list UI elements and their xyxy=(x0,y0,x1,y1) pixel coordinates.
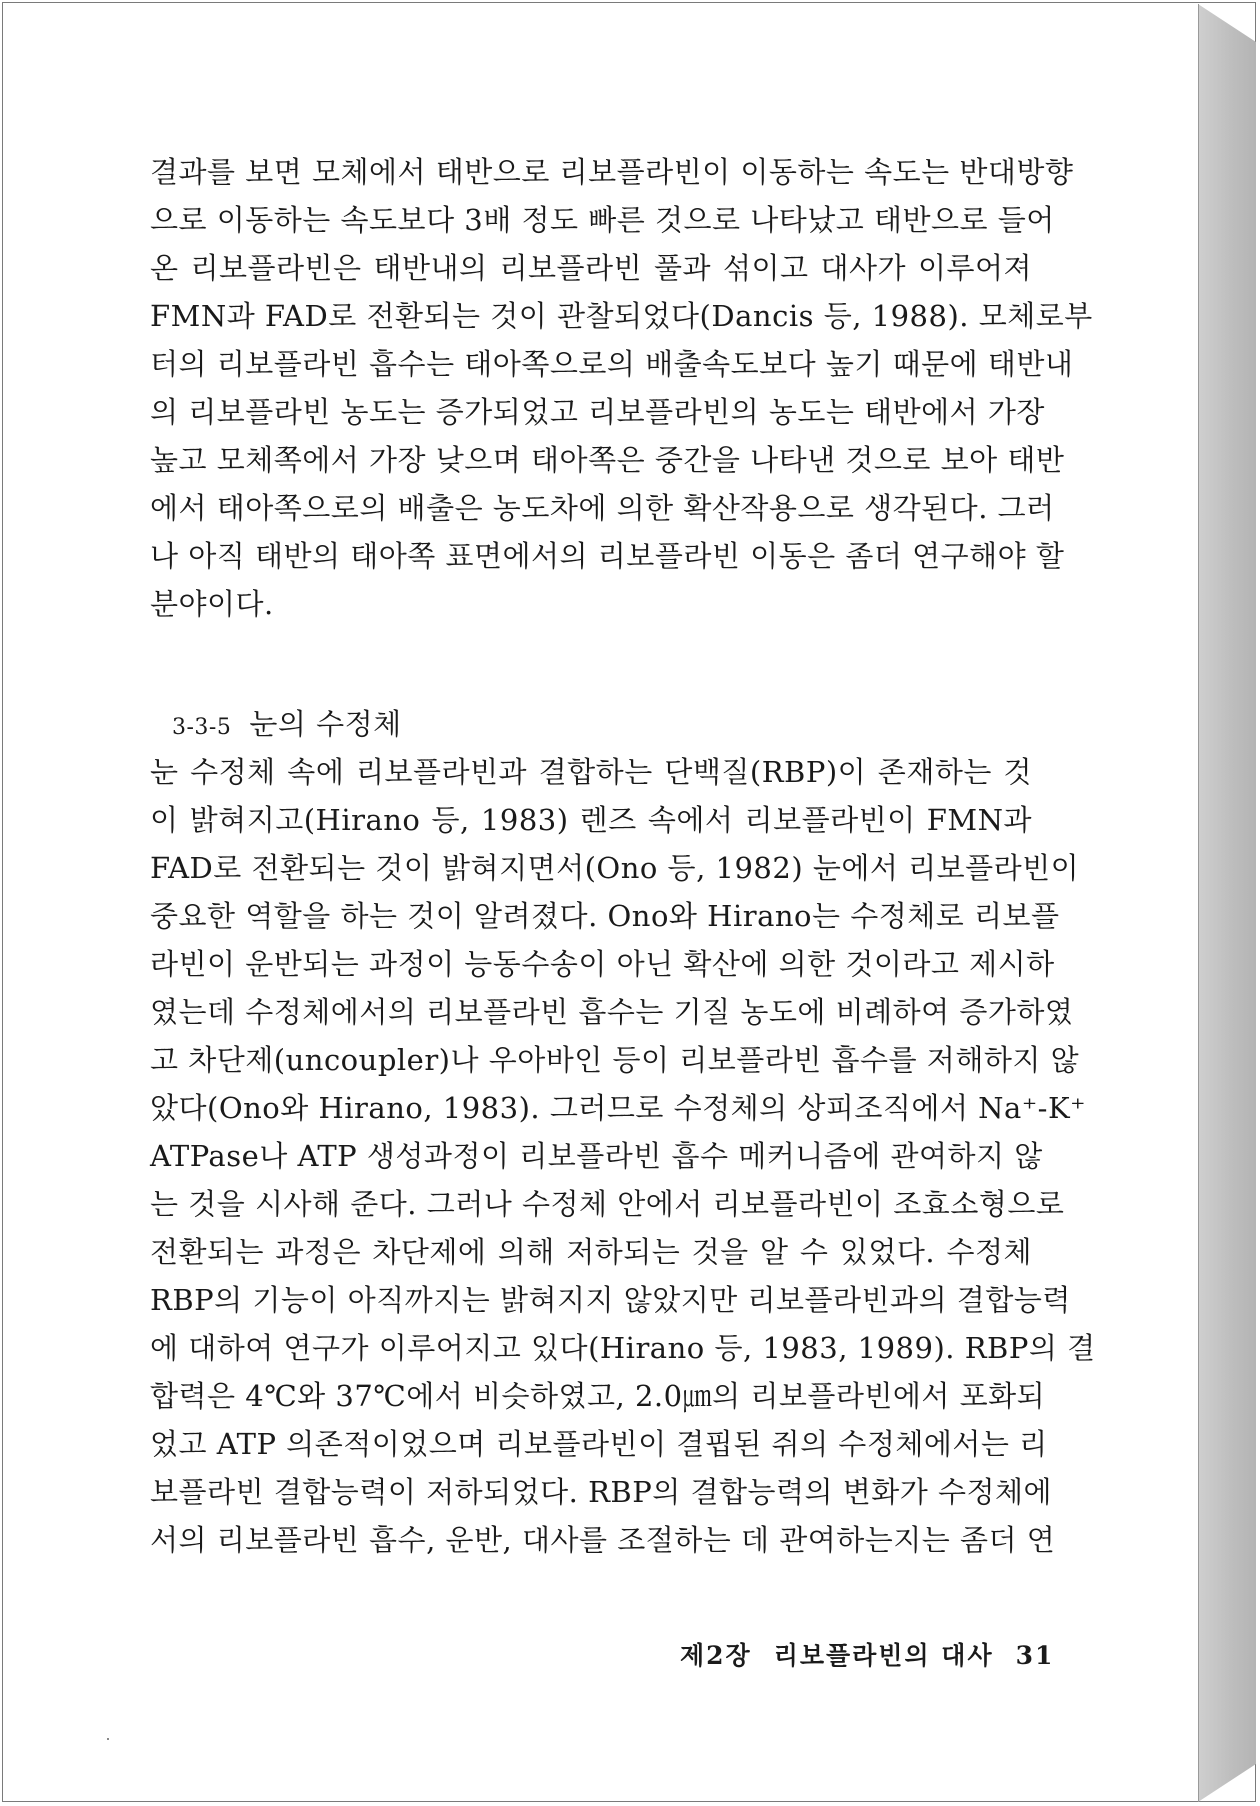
paragraph-2-line: 라빈이 운반되는 과정이 능동수송이 아닌 확산에 의한 것이라고 제시하 xyxy=(150,947,1055,981)
paragraph-2-line: 였는데 수정체에서의 리보플라빈 흡수는 기질 농도에 비례하여 증가하였 xyxy=(150,995,1074,1029)
paragraph-2-line: 전환되는 과정은 차단제에 의해 저하되는 것을 알 수 있었다. 수정체 xyxy=(150,1235,1032,1269)
paragraph-2-line: ATPase나 ATP 생성과정이 리보플라빈 흡수 메커니즘에 관여하지 않 xyxy=(150,1139,1043,1173)
paragraph-2-line: RBP의 기능이 아직까지는 밝혀지지 않았지만 리보플라빈과의 결합능력 xyxy=(150,1283,1071,1317)
paragraph-2-line: 이 밝혀지고(Hirano 등, 1983) 렌즈 속에서 리보플라빈이 FMN과 xyxy=(150,803,1032,837)
paragraph-2-line: 에 대하여 연구가 이루어지고 있다(Hirano 등, 1983, 1989). RBP의 결 xyxy=(150,1331,1096,1365)
paragraph-1-line: 높고 모체쪽에서 가장 낮으며 태아쪽은 중간을 나타낸 것으로 보아 태반 xyxy=(150,443,1065,477)
paragraph-2-line: 고 차단제(uncoupler)나 우아바인 등이 리보플라빈 흡수를 저해하지 않 xyxy=(150,1043,1080,1077)
scan-speck xyxy=(107,1738,109,1740)
paragraph-2 xyxy=(150,748,1096,1564)
paragraph-2-line: 중요한 역할을 하는 것이 알려졌다. Ono와 Hirano는 수정체로 리보플 xyxy=(150,899,1060,933)
paragraph-2-line: 서의 리보플라빈 흡수, 운반, 대사를 조절하는 데 관여하는지는 좀더 연 xyxy=(150,1523,1056,1557)
paragraph-1-line: 분야이다. xyxy=(150,587,274,621)
section-heading xyxy=(172,702,402,743)
paragraph-2-line: 보플라빈 결합능력이 저하되었다. RBP의 결합능력의 변화가 수정체에 xyxy=(150,1475,1053,1509)
section-title: 눈의 수정체 xyxy=(249,707,402,741)
paragraph-1-line: 결과를 보면 모체에서 태반으로 리보플라빈이 이동하는 속도는 반대방향 xyxy=(150,155,1074,189)
paragraph-1-line: 나 아직 태반의 태아쪽 표면에서의 리보플라빈 이동은 좀더 연구해야 할 xyxy=(150,539,1065,573)
paragraph-2-line: 았다(Ono와 Hirano, 1983). 그러므로 수정체의 상피조직에서 Na⁺-K⁺ xyxy=(150,1091,1086,1125)
paragraph-1-line: 으로 이동하는 속도보다 3배 정도 빠른 것으로 나타났고 태반으로 들어 xyxy=(150,203,1055,237)
running-footer xyxy=(680,1636,1054,1672)
paragraph-2-line: 는 것을 시사해 준다. 그러나 수정체 안에서 리보플라빈이 조효소형으로 xyxy=(150,1187,1065,1221)
paragraph-1-line: FMN과 FAD로 전환되는 것이 관찰되었다(Dancis 등, 1988). 모체로부 xyxy=(150,299,1093,333)
page-edge-shadow xyxy=(1198,4,1256,1802)
footer-title: 리보플라빈의 대사 xyxy=(773,1641,994,1670)
paragraph-2-line: 었고 ATP 의존적이었으며 리보플라빈이 결핍된 쥐의 수정체에서는 리 xyxy=(150,1427,1048,1461)
paragraph-1 xyxy=(150,148,1093,628)
paragraph-1-line: 온 리보플라빈은 태반내의 리보플라빈 풀과 섞이고 대사가 이루어져 xyxy=(150,251,1032,285)
paragraph-2-line: 합력은 4℃와 37℃에서 비슷하였고, 2.0㎛의 리보플라빈에서 포화되 xyxy=(150,1379,1046,1413)
paragraph-1-line: 에서 태아쪽으로의 배출은 농도차에 의한 확산작용으로 생각된다. 그러 xyxy=(150,491,1055,525)
paragraph-2-line: FAD로 전환되는 것이 밝혀지면서(Ono 등, 1982) 눈에서 리보플라빈이 xyxy=(150,851,1080,885)
page-edge-line xyxy=(1198,4,1199,1802)
footer-chapter: 제2장 xyxy=(680,1641,752,1670)
paragraph-2-line: 눈 수정체 속에 리보플라빈과 결합하는 단백질(RBP)이 존재하는 것 xyxy=(150,755,1032,789)
paragraph-1-line: 의 리보플라빈 농도는 증가되었고 리보플라빈의 농도는 태반에서 가장 xyxy=(150,395,1045,429)
page-number: 31 xyxy=(1015,1641,1055,1670)
paragraph-1-line: 터의 리보플라빈 흡수는 태아쪽으로의 배출속도보다 높기 때문에 태반내 xyxy=(150,347,1074,381)
section-number: 3-3-5 xyxy=(172,715,232,740)
